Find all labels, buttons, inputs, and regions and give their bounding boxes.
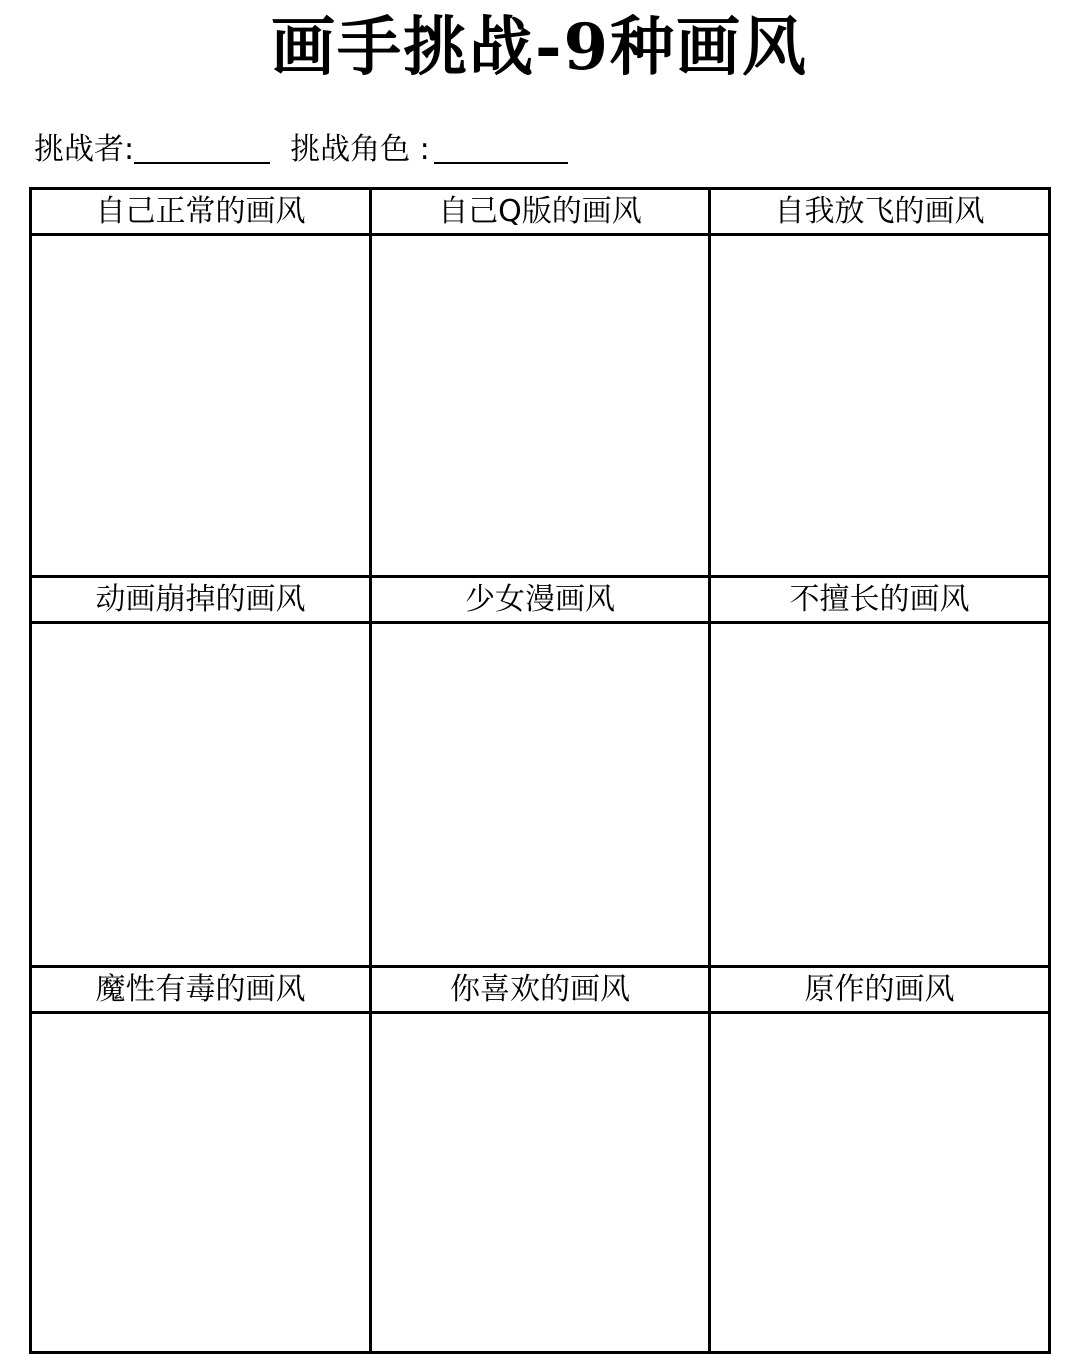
grid-cell <box>372 578 711 968</box>
cell-label: 自己Q版的画风 <box>372 190 708 236</box>
grid-cell <box>32 190 372 578</box>
drawing-area[interactable] <box>32 236 369 575</box>
character-blank-line[interactable] <box>434 162 568 164</box>
cell-label: 自我放飞的画风 <box>711 190 1048 236</box>
grid-cell <box>32 578 372 968</box>
grid-cell <box>372 190 711 578</box>
drawing-area[interactable] <box>711 236 1048 575</box>
drawing-area[interactable] <box>711 624 1048 965</box>
cell-label: 动画崩掉的画风 <box>32 578 369 624</box>
challenger-field[interactable] <box>34 130 270 170</box>
challenger-blank-line[interactable] <box>134 162 270 164</box>
cell-label: 魔性有毒的画风 <box>32 968 369 1014</box>
drawing-area[interactable] <box>32 624 369 965</box>
cell-label: 不擅长的画风 <box>711 578 1048 624</box>
page-title: 画手挑战-9种画风 <box>270 10 809 85</box>
style-grid <box>29 187 1051 1354</box>
cell-label: 原作的画风 <box>711 968 1048 1014</box>
drawing-area[interactable] <box>372 236 708 575</box>
grid-cell <box>711 968 1048 1351</box>
grid-cell <box>711 190 1048 578</box>
grid-cell <box>711 578 1048 968</box>
character-field[interactable] <box>290 130 568 170</box>
character-label: 挑战角色 : <box>290 132 430 167</box>
cell-label: 你喜欢的画风 <box>372 968 708 1014</box>
grid-cell <box>372 968 711 1351</box>
cell-label: 少女漫画风 <box>372 578 708 624</box>
grid-cell <box>32 968 372 1351</box>
drawing-area[interactable] <box>711 1014 1048 1351</box>
info-fields <box>34 126 568 170</box>
challenger-label: 挑战者: <box>34 132 135 167</box>
drawing-area[interactable] <box>372 1014 708 1351</box>
drawing-area[interactable] <box>32 1014 369 1351</box>
cell-label: 自己正常的画风 <box>32 190 369 236</box>
drawing-area[interactable] <box>372 624 708 965</box>
